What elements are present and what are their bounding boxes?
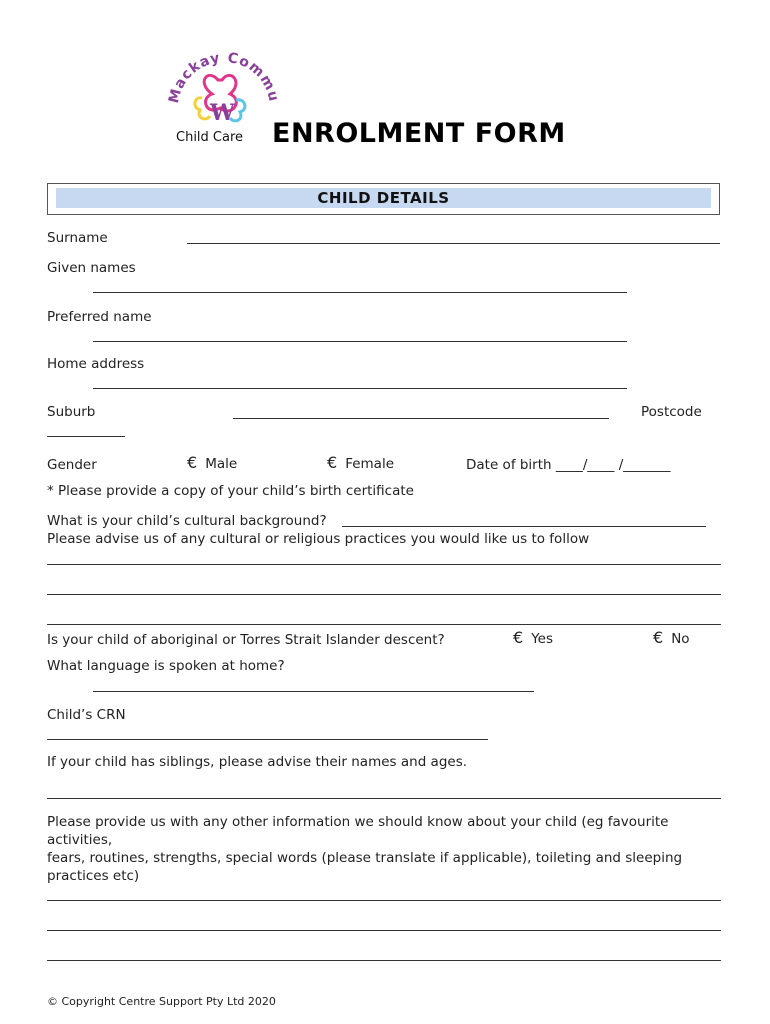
language-label: What language is spoken at home? bbox=[47, 658, 285, 674]
given-names-field[interactable] bbox=[93, 292, 627, 293]
male-option[interactable] bbox=[187, 453, 237, 472]
female-option[interactable] bbox=[327, 453, 394, 472]
female-label: Female bbox=[345, 456, 394, 472]
postcode-field[interactable] bbox=[47, 436, 125, 437]
other-info-line-3[interactable] bbox=[47, 960, 721, 961]
male-label: Male bbox=[205, 456, 238, 472]
crn-field[interactable] bbox=[47, 739, 488, 740]
home-address-label: Home address bbox=[47, 356, 145, 372]
copyright-footer: © Copyright Centre Support Pty Ltd 2020 bbox=[47, 995, 276, 1008]
other-info-line-1[interactable] bbox=[47, 900, 721, 901]
suburb-label: Suburb bbox=[47, 404, 96, 420]
surname-label: Surname bbox=[47, 230, 108, 246]
cultural-background-field[interactable] bbox=[342, 526, 706, 527]
section-heading: CHILD DETAILS bbox=[317, 189, 450, 207]
given-names-label: Given names bbox=[47, 260, 136, 276]
svg-text:Mackay Community bbox=[160, 38, 280, 105]
other-info-label-2: activities, bbox=[47, 832, 113, 848]
preferred-name-label: Preferred name bbox=[47, 309, 152, 325]
svg-text:W: W bbox=[210, 100, 235, 126]
yes-checkbox-icon[interactable]: € bbox=[513, 628, 524, 647]
other-info-line-2[interactable] bbox=[47, 930, 721, 931]
section-header bbox=[47, 183, 720, 215]
no-option[interactable] bbox=[653, 628, 690, 647]
yes-label: Yes bbox=[531, 631, 553, 647]
surname-field[interactable] bbox=[187, 243, 720, 244]
date-of-birth-field[interactable]: Date of birth ____/____ /_______ bbox=[466, 457, 671, 473]
section-header-bar bbox=[56, 188, 711, 208]
logo bbox=[160, 38, 280, 150]
female-checkbox-icon[interactable]: € bbox=[327, 453, 338, 472]
aboriginal-question: Is your child of aboriginal or Torres Strait Islander descent? bbox=[47, 632, 445, 648]
siblings-field[interactable] bbox=[47, 798, 721, 799]
other-info-label-4: practices etc) bbox=[47, 868, 140, 884]
postcode-label: Postcode bbox=[641, 404, 702, 420]
page-title: ENROLMENT FORM bbox=[272, 118, 566, 149]
home-address-field[interactable] bbox=[93, 388, 627, 389]
preferred-name-field[interactable] bbox=[93, 341, 627, 342]
cultural-practices-line-1[interactable] bbox=[47, 564, 721, 565]
no-checkbox-icon[interactable]: € bbox=[653, 628, 664, 647]
suburb-field[interactable] bbox=[233, 418, 609, 419]
siblings-label: If your child has siblings, please advise their names and ages. bbox=[47, 754, 468, 770]
no-label: No bbox=[671, 631, 690, 647]
logo-arc-text: Mackay Commu bbox=[165, 49, 280, 105]
cultural-background-label: What is your child’s cultural background? bbox=[47, 513, 327, 529]
yes-option[interactable] bbox=[513, 628, 553, 647]
other-info-label-3: fears, routines, strengths, special words (please translate if applicable), toileting and sleeping bbox=[47, 850, 683, 866]
cultural-practices-line-3[interactable] bbox=[47, 624, 721, 625]
other-info-label-1: Please provide us with any other information we should know about your child (eg favourite bbox=[47, 814, 669, 830]
cultural-practices-label: Please advise us of any cultural or religious practices you would like us to follow bbox=[47, 531, 590, 547]
crn-label: Child’s CRN bbox=[47, 707, 126, 723]
male-checkbox-icon[interactable]: € bbox=[187, 453, 198, 472]
logo-sub-text: Child Care bbox=[176, 130, 244, 145]
gender-label: Gender bbox=[47, 457, 97, 473]
cultural-practices-line-2[interactable] bbox=[47, 594, 721, 595]
language-field[interactable] bbox=[93, 691, 534, 692]
birth-certificate-note: * Please provide a copy of your child’s birth certificate bbox=[47, 483, 414, 499]
